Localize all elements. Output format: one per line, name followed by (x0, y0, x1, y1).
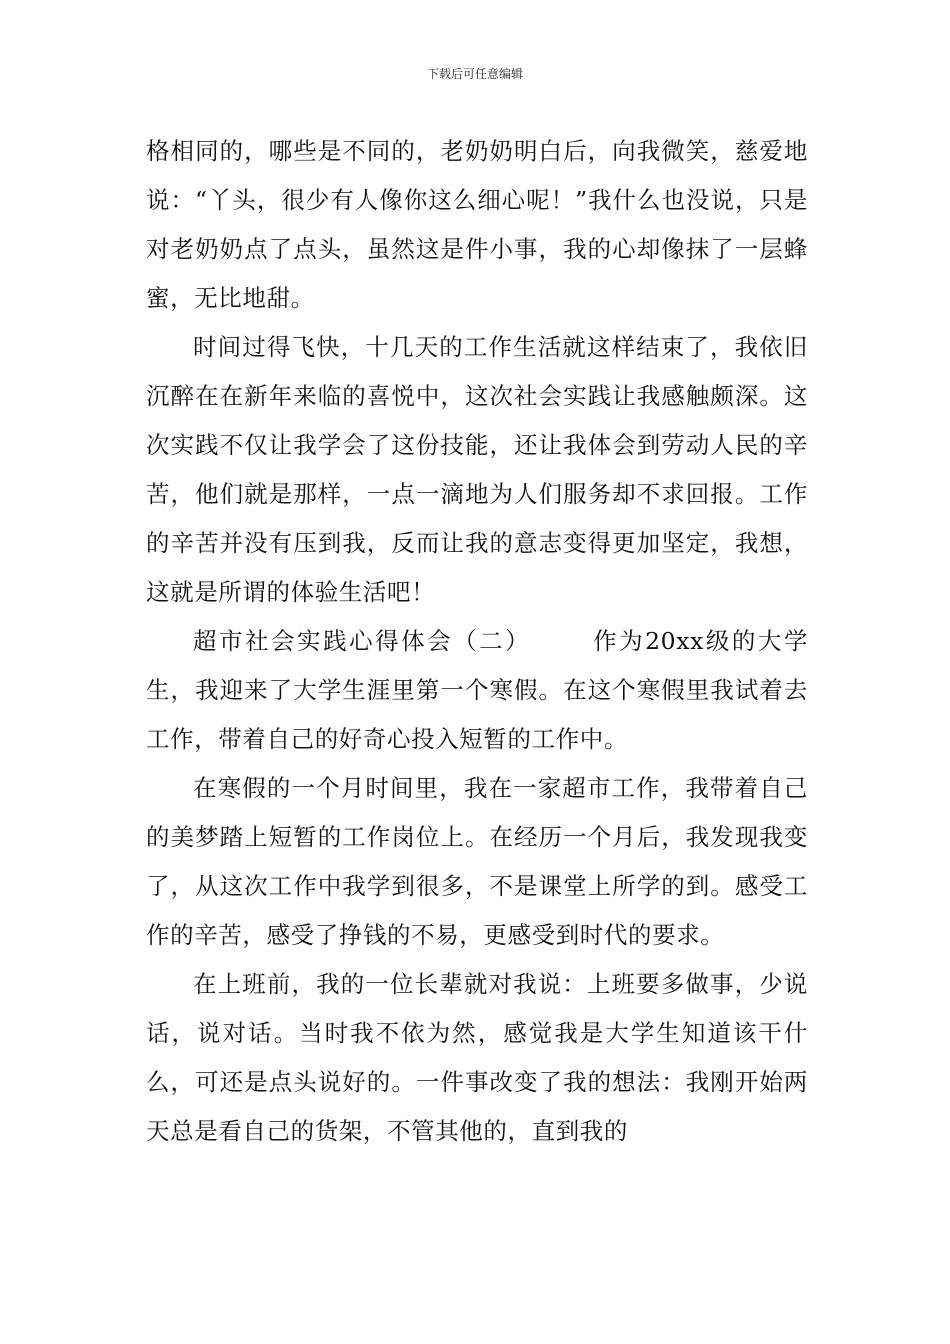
paragraph-1-text: 格相同的，哪些是不同的，老奶奶明白后，向我微笑，慈爱地说：“丫头，很少有人像你这么细心呢！”我什么也没说，只是对老奶奶点了点头，虽然这是件小事，我的心却像抹了一层蜂蜜，无比地甜。 (146, 137, 808, 312)
header-text: 下载后可任意编辑 (426, 67, 523, 81)
paragraph-5 (146, 960, 808, 1156)
section-title: 超市社会实践心得体会（二） (193, 627, 532, 655)
document-body (146, 127, 808, 1156)
paragraph-2-text: 时间过得飞快，十几天的工作生活就这样结束了，我依旧沉醉在在新年来临的喜悦中，这次社会实践让我感触颇深。这次实践不仅让我学会了这份技能，还让我体会到劳动人民的辛苦，他们就是那样，一点一滴地为人们服务却不求回报。工作的辛苦并没有压到我，反而让我的意志变得更加坚定，我想，这就是所谓的体验生活吧！ (146, 333, 808, 606)
paragraph-1 (146, 127, 808, 323)
paragraph-3-text: 作为20xx级的大学生，我迎来了大学生涯里第一个寒假。在这个寒假里我试着去工作，带着自己的好奇心投入短暂的工作中。 (146, 627, 808, 753)
page-header (0, 66, 950, 82)
paragraph-2 (146, 323, 808, 617)
paragraph-4 (146, 764, 808, 960)
paragraph-3 (146, 617, 808, 764)
paragraph-4-text: 在寒假的一个月时间里，我在一家超市工作，我带着自己的美梦踏上短暂的工作岗位上。在经历一个月后，我发现我变了，从这次工作中我学到很多，不是课堂上所学的到。感受工作的辛苦，感受了挣钱的不易，更感受到时代的要求。 (146, 774, 808, 949)
paragraph-5-text: 在上班前，我的一位长辈就对我说：上班要多做事，少说话，说对话。当时我不依为然，感觉我是大学生知道该干什么，可还是点头说好的。一件事改变了我的想法：我刚开始两天总是看自己的货架，不管其他的，直到我的 (146, 970, 808, 1145)
